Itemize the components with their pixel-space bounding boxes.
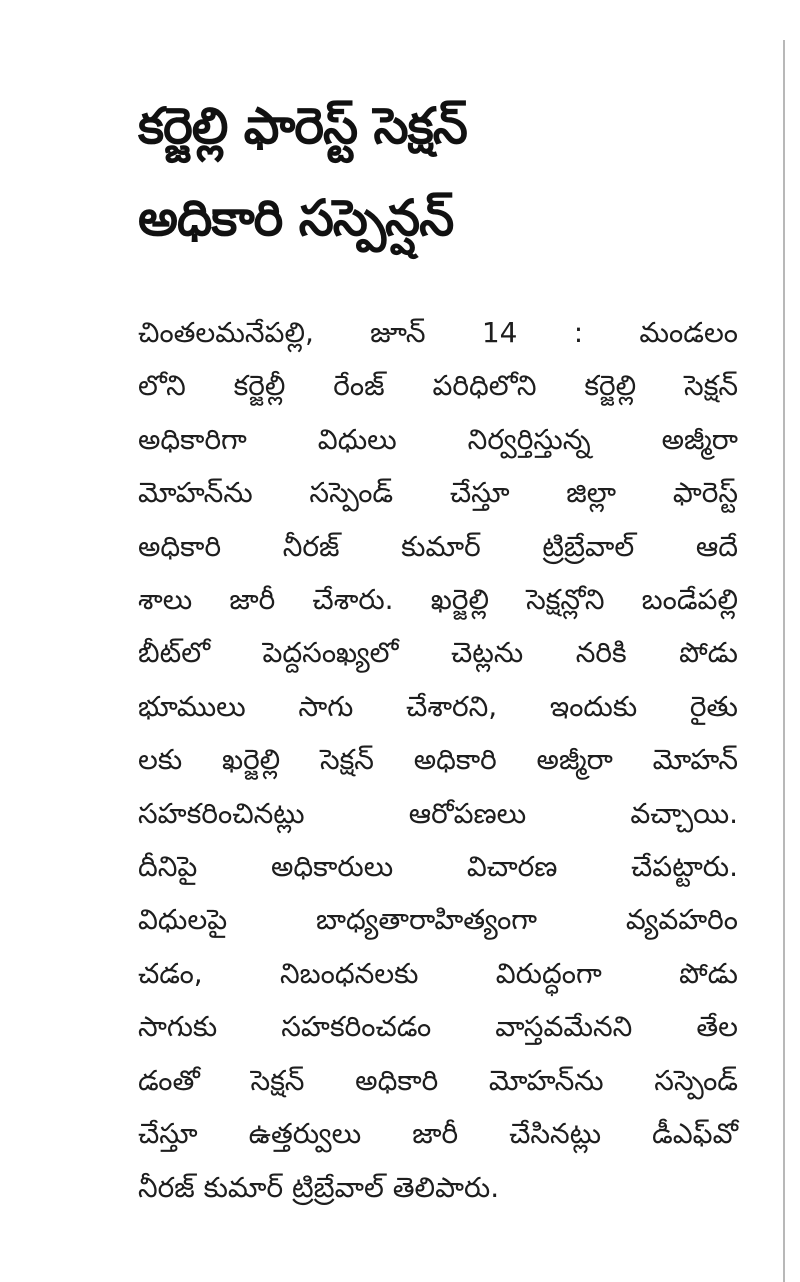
body-line: అధికారిగా విధులు నిర్వర్తిస్తున్న అజ్మీరా [138, 422, 738, 456]
body-line: శాలు జారీ చేశారు. ఖర్జెల్లి సెక్షన్లోని బండేపల్లి [138, 583, 738, 617]
body-line: బీట్‌లో పెద్దసంఖ్యలో చెట్లను నరికి పోడు [138, 636, 738, 670]
body-line: చేస్తూ ఉత్తర్వులు జారీ చేసినట్లు డీఎఫ్‌వో [138, 1117, 738, 1151]
body-line: డంతో సెక్షన్ అధికారి మోహన్‌ను సస్పెండ్ [138, 1063, 738, 1097]
body-line: దీనిపై అధికారులు విచారణ చేపట్టారు. [138, 850, 738, 884]
column-divider [783, 40, 785, 1282]
body-line: విధులపై బాధ్యతారాహిత్యంగా వ్యవహరిం [138, 903, 738, 937]
article-body [138, 306, 758, 1214]
body-line: చింతలమనేపల్లి, జూన్ 14 : మండలం [138, 316, 738, 349]
article-headline [138, 80, 758, 264]
body-line: భూములు సాగు చేశారని, ఇందుకు రైతు [138, 689, 738, 723]
headline-line: కర్జెల్లి ఫారెస్ట్ సెక్షన్ [138, 97, 467, 155]
body-line: అధికారి నీరజ్ కుమార్ ట్రిబ్రేవాల్ ఆదే [138, 529, 738, 563]
news-article [138, 80, 758, 1214]
body-line: సహకరించినట్లు ఆరోపణలు వచ్చాయి. [138, 796, 738, 830]
headline-line: అధికారి సస్పెన్షన్ [138, 189, 454, 247]
body-line: సాగుకు సహకరించడం వాస్తవమేనని తేల [138, 1010, 738, 1044]
body-line: నీరజ్ కుమార్ ట్రిబ్రేవాల్ తెలిపారు. [138, 1170, 500, 1204]
body-line: చడం, నిబంధనలకు విరుద్ధంగా పోడు [138, 956, 738, 990]
body-line: మోహన్‌ను సస్పెండ్ చేస్తూ జిల్లా ఫారెస్ట్ [138, 476, 738, 510]
body-line: లోని కర్జెల్లీ రేంజ్ పరిధిలోని కర్జెల్లి సెక్షన్ [138, 369, 738, 403]
body-line: లకు ఖర్జెల్లి సెక్షన్ అధికారి అజ్మీరా మోహన్ [138, 743, 738, 777]
